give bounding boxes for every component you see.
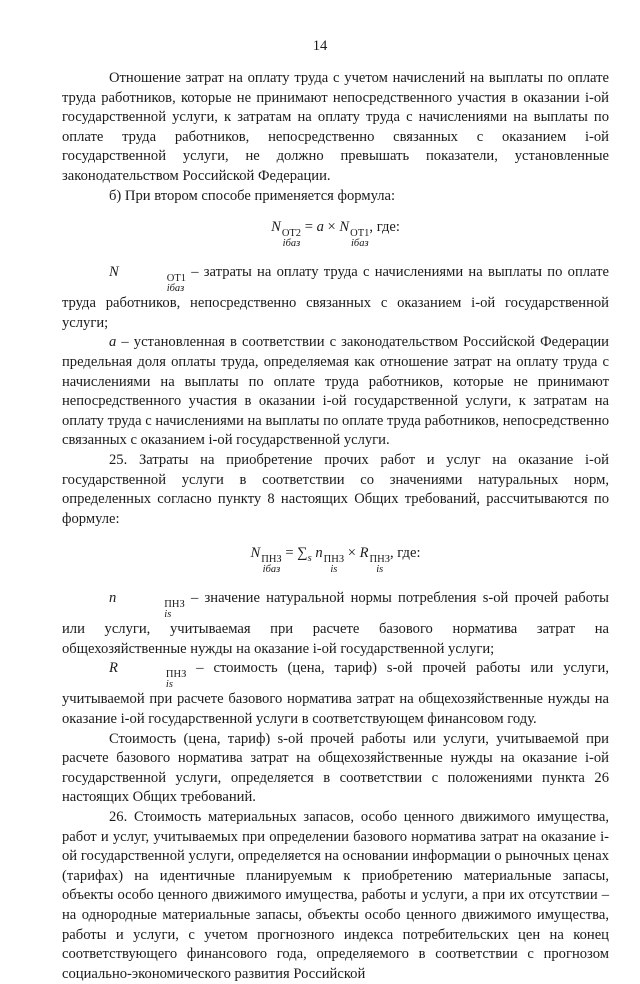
definition-r-is	[62, 659, 609, 729]
formula-superscript: ПНЗ	[369, 554, 390, 566]
formula-symbol: R	[359, 545, 369, 562]
definition-symbol: R	[109, 660, 118, 677]
formula-superscript: ОТ2	[281, 228, 302, 240]
definition-subscript: is	[164, 609, 172, 621]
formula-ot2	[62, 218, 609, 249]
definition-superscript: ПНЗ	[164, 599, 185, 611]
formula-subscript: iбаз	[262, 564, 281, 576]
formula-symbol: a	[316, 219, 324, 236]
formula-subscript: is	[376, 564, 384, 576]
formula-superscript: ОТ1	[350, 228, 370, 240]
formula-symbol: n	[315, 545, 323, 562]
definition-subscript: is	[165, 679, 173, 691]
definition-text: – установленная в соответствии с законодательством Российской Федерации предельная доля оплаты труда, определяемая как отношение затрат на оплату труда с начислениями на выплаты по оплате труда работников, которые не принимают непосредственного участия в оказании i-ой государственной услуги, к затратам на оплату труда с начислениями на выплаты по оплате труда работников, непосредственно связанных с оказанием i-ой государственной услуги.	[62, 334, 609, 449]
definition-n-is	[62, 589, 609, 659]
formula-sum-sign: ∑	[297, 545, 308, 562]
formula-symbol: N	[339, 219, 350, 236]
formula-operator: =	[301, 219, 317, 236]
formula-tail: , где:	[389, 545, 421, 562]
page-number: 14	[312, 38, 328, 54]
formula-subscript: iбаз	[351, 238, 369, 250]
definition-superscript: ПНЗ	[165, 669, 187, 681]
formula-tail: , где:	[369, 219, 400, 236]
paragraph-ratio-note: Отношение затрат на оплату труда с учетом начислений на выплаты по оплате труда работников, которые не принимают непосредственного участия в оказании i-ой государственной услуги, к затратам на оплату труда с начислениями на выплаты по оплате труда работников, непосредственно связанных с оказанием i-ой государственной услуги, не должно превышать показатели, установленные законодательством Российской Федерации.	[62, 70, 609, 184]
definition-symbol: n	[109, 590, 117, 607]
definition-symbol: a	[109, 334, 117, 351]
formula-pnz	[62, 544, 609, 575]
document-body	[62, 69, 609, 984]
formula-subscript: is	[330, 564, 338, 576]
paragraph-25: 25. Затраты на приобретение прочих работ и услуг на оказание i-ой государственной услуги в соответствии со значениями натуральных норм, определенных согласно пункту 8 настоящих Общих требований, рассчитываются по формуле:	[62, 451, 609, 527]
formula-superscript: ПНЗ	[261, 554, 282, 566]
formula-subscript: iбаз	[282, 238, 301, 250]
formula-superscript: ПНЗ	[323, 554, 345, 566]
definition-symbol: N	[109, 264, 119, 281]
definition-text: – затраты на оплату труда с начислениями на выплаты по оплате труда работников, непосредственно связанных с оказанием i-ой государственной услуги;	[62, 264, 609, 331]
formula-symbol: N	[271, 219, 281, 236]
paragraph-second-method: б) При втором способе применяется формула:	[109, 187, 396, 204]
definition-text: – стоимость (цена, тариф) s-ой прочей работы или услуги, учитываемой при расчете базового норматива затрат на общехозяйственные нужды на оказание i-ой государственной услуги в соответствующем финансовом году.	[62, 660, 609, 728]
formula-symbol: N	[250, 545, 261, 562]
formula-operator: ×	[344, 545, 360, 562]
definition-n-ot1	[62, 263, 609, 333]
formula-subscript: s	[307, 553, 312, 565]
formula-operator: =	[281, 545, 298, 562]
formula-operator: ×	[323, 219, 340, 236]
definition-a	[62, 333, 609, 451]
paragraph-cost: Стоимость (цена, тариф) s-ой прочей работы или услуги, учитываемой при расчете базового норматива затрат на общехозяйственные нужды на оказание i-ой государственной услуги, определяется в соответствии с положениями пункта 26 настоящих Общих требований.	[62, 730, 609, 806]
definition-subscript: iбаз	[166, 283, 185, 295]
definition-superscript: ОТ1	[166, 273, 186, 285]
paragraph-26: 26. Стоимость материальных запасов, особо ценного движимого имущества, работ и услуг, учитываемых при определении базового норматива затрат на оказание i-ой государственной услуги, определяется на основании информации о рыночных ценах (тарифах) на идентичные планируемым к приобретению материальные запасы, объекты особо ценного движимого имущества, работы и услуги, а при их отсутствии – на однородные материальные запасы, объекты особо ценного движимого имущества, работы и услуги, с учетом прогнозного индекса потребительских цен на конец соответствующего финансового года, определяемого в соответствии с прогнозом социально-экономического развития Российской	[62, 809, 609, 982]
definition-text: – значение натуральной нормы потребления s-ой прочей работы или услуги, учитываемая при расчете базового норматива затрат на общехозяйственные нужды на оказание i-ой государственной услуги;	[62, 590, 609, 657]
